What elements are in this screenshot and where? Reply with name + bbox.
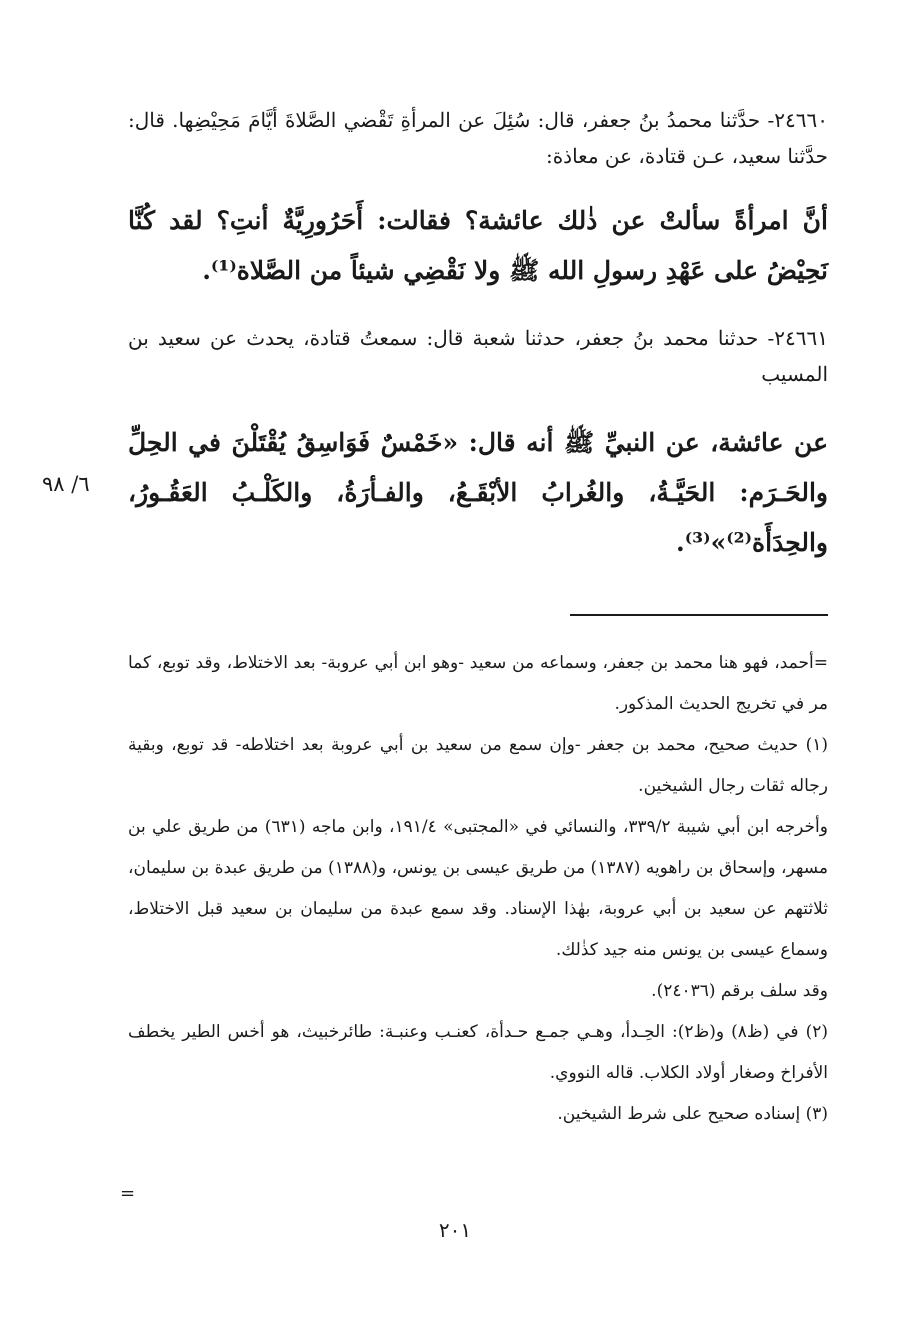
hadith-1-matn: أنَّ امرأةً سألتْ عن ذٰلك عائشة؟ فقالت: أَحَرُورِيَّةٌ أنتِ؟ لقد كُنَّا نَحِيْضُ على عَهْدِ رسولِ الله ﷺ ولا نَقْضِي شيئاً من الصَّلاة⁽¹⁾. (128, 206, 828, 285)
hadith-2-matn: عن عائشة، عن النبيِّ ﷺ أنه قال: «خَمْسٌ فَوَاسِقُ يُقْتَلْنَ في الحِلِّ والحَـرَم: الحَيَّـةُ، والغُرابُ الأبْقَـعُ، والفـأرَةُ، والكَلْـبُ العَقُـورُ، والحِدَأَة⁽²⁾»⁽³⁾. (128, 428, 828, 557)
footnotes (128, 643, 828, 1135)
footnote-separator (570, 614, 828, 616)
footnote-1-takhrij: وأخرجه ابن أبي شيبة ٣٣٩/٢، والنسائي في «المجتبى» ١٩١/٤، وابن ماجه (٦٣١) من طريق علي بن مسهر، وإسحاق بن راهويه (١٣٨٧) من طريق عيسى بن يونس، و(١٣٨٨) من طريق عبدة بن سليمان، ثلاثتهم عن سعيد بن أبي عروبة، بهٰذا الإسناد. وقد سمع عبدة من سليمان بن سعيد قبل الاختلاط، وسماع عيسى بن يونس منه جيد كذٰلك. (128, 817, 828, 960)
hadith-2-isnad: ٢٤٦٦١- حدثنا محمد بنُ جعفر، حدثنا شعبة قال: سمعتُ قتادة، يحدث عن سعيد بن المسيب (128, 326, 828, 386)
footnote-1: (١) حديث صحيح، محمد بن جعفر -وإن سمع من سعيد بن أبي عروبة بعد اختلاطه- قد توبع، وبقية رجاله ثقات رجال الشيخين. (128, 735, 828, 796)
margin-volume-page-ref: ٦/ ٩٨ (42, 472, 90, 496)
footnote-continuation: =أحمد، فهو هنا محمد بن جعفر، وسماعه من سعيد -وهو ابن أبي عروبة- بعد الاختلاط، وقد توبع، كما مر في تخريج الحديث المذكور. (128, 653, 828, 714)
continuation-mark: = (120, 1183, 136, 1204)
footnote-2: (٢) في (ظ٨) و(ظ٢): الحِـدأ، وهـي جمـع حـدأة، كعنـب وعنبـة: طائرخبيث، هو أخس الطير يخطف الأفراخ وصغار أولاد الكلاب. قاله النووي. (128, 1022, 828, 1083)
page-number: ٢٠١ (438, 1218, 472, 1242)
footnote-1-cross-ref: وقد سلف برقم (٢٤٠٣٦). (651, 981, 828, 1001)
hadith-1-isnad: ٢٤٦٦٠- حدَّثنا محمدُ بنُ جعفر، قال: سُئِلَ عن المرأةِ تَقْضي الصَّلاةَ أيَّامَ مَحِيْضِها. قال: حدَّثنا سعيد، عـن قتادة، عن معاذة: (128, 108, 828, 168)
footnote-3: (٣) إسناده صحيح على شرط الشيخين. (557, 1104, 828, 1124)
